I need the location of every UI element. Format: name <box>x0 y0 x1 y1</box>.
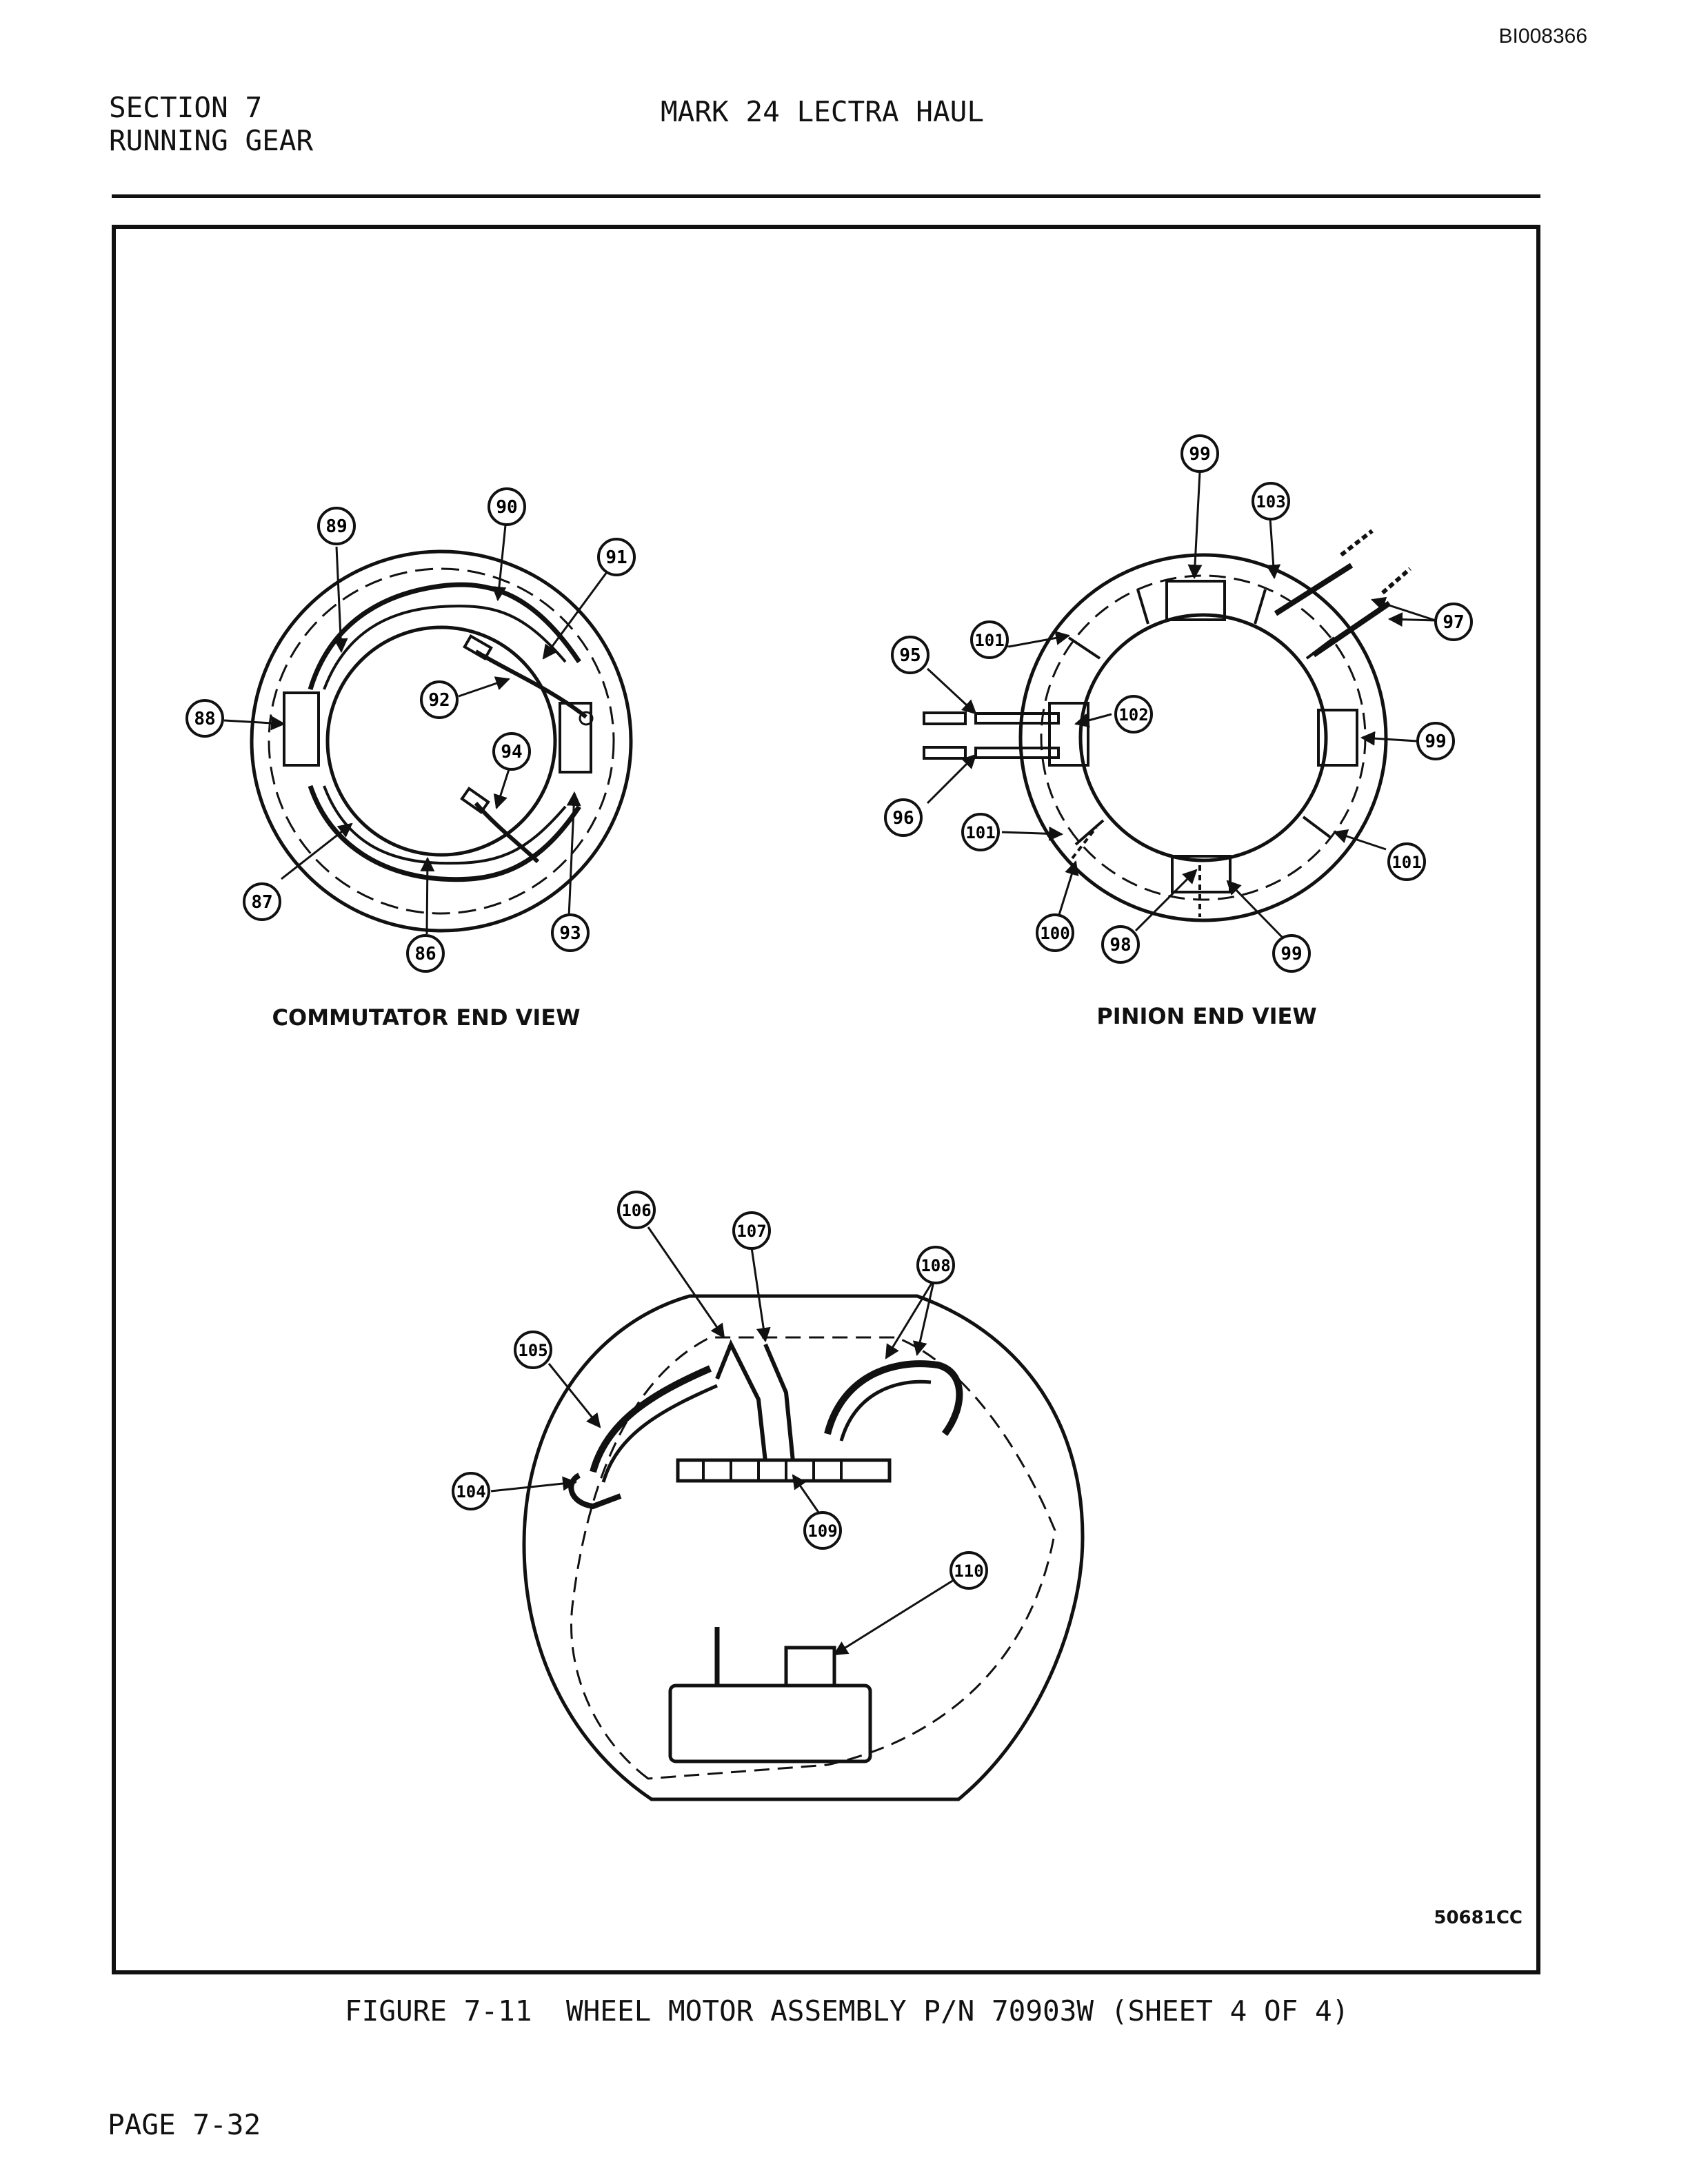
callout-90 <box>489 489 525 525</box>
callout-104 <box>453 1473 489 1509</box>
pinion-inner-ring <box>1081 615 1326 860</box>
callout-97 <box>1436 604 1471 640</box>
svg-text:107: 107 <box>736 1222 767 1241</box>
commutator-left-pole <box>284 693 319 765</box>
svg-text:106: 106 <box>621 1201 652 1220</box>
commutator-right-pole <box>560 703 591 772</box>
svg-text:87: 87 <box>251 892 273 913</box>
assembly-callouts <box>453 1192 987 1588</box>
pinion-segment-dividers <box>1069 589 1334 845</box>
svg-text:109: 109 <box>807 1521 838 1541</box>
callout-86 <box>408 936 443 971</box>
lead-96 <box>976 748 1058 758</box>
callout-95 <box>892 637 928 673</box>
pinion-end-view <box>924 531 1410 920</box>
callout-108 <box>918 1247 954 1283</box>
svg-text:95: 95 <box>899 645 921 666</box>
callout-107 <box>734 1213 770 1248</box>
page-number: PAGE 7-32 <box>108 2108 261 2141</box>
figure-code: 50681CC <box>1434 1908 1523 1928</box>
assembly-leaders <box>491 1227 954 1655</box>
callout-99-top <box>1182 436 1218 472</box>
document-title: MARK 24 LECTRA HAUL <box>661 95 984 128</box>
pin-97-a <box>1276 565 1352 614</box>
svg-text:97: 97 <box>1443 612 1465 633</box>
pin-97-b-tip <box>1383 569 1410 593</box>
connector-95 <box>924 713 965 724</box>
svg-text:100: 100 <box>1040 924 1070 943</box>
pinion-view-label: PINION END VIEW <box>1096 1003 1317 1029</box>
svg-text:105: 105 <box>518 1341 548 1360</box>
pin-97-b <box>1314 603 1389 655</box>
svg-text:99: 99 <box>1189 444 1211 465</box>
svg-text:96: 96 <box>892 808 914 829</box>
callout-101-top <box>972 622 1007 658</box>
callout-102 <box>1116 696 1152 732</box>
callout-93 <box>552 915 588 951</box>
callout-91 <box>599 539 634 575</box>
pinion-dashed-ring <box>1041 576 1365 900</box>
svg-text:102: 102 <box>1118 705 1149 725</box>
svg-text:101: 101 <box>974 631 1005 650</box>
terminal-block-studs <box>703 1460 841 1481</box>
commutator-view-label: COMMUTATOR END VIEW <box>272 1004 581 1031</box>
svg-text:86: 86 <box>414 944 436 964</box>
svg-text:108: 108 <box>921 1256 951 1275</box>
svg-text:98: 98 <box>1109 935 1132 956</box>
svg-text:93: 93 <box>559 923 581 944</box>
callout-103 <box>1253 483 1289 519</box>
svg-text:101: 101 <box>1391 853 1422 872</box>
callout-99-right <box>1418 723 1454 759</box>
callout-101-left <box>963 814 998 850</box>
document-id: BI008366 <box>1498 25 1587 48</box>
callout-110 <box>951 1553 987 1588</box>
lead-106 <box>717 1344 765 1462</box>
svg-text:99: 99 <box>1280 944 1303 964</box>
motor-housing-view <box>524 1296 1083 1799</box>
connector-96 <box>924 747 965 758</box>
callout-105 <box>515 1332 551 1368</box>
svg-text:110: 110 <box>954 1561 984 1581</box>
terminal-block-109 <box>678 1460 890 1481</box>
figure-caption: FIGURE 7-11 WHEEL MOTOR ASSEMBLY P/N 70903W (SHEET 4 OF 4) <box>345 1994 1349 2028</box>
lead-95 <box>976 714 1058 723</box>
housing-outline <box>524 1296 1083 1799</box>
callout-109 <box>805 1513 841 1548</box>
svg-text:89: 89 <box>325 516 348 537</box>
pin-97-a-tip <box>1341 531 1372 555</box>
terminal-92 <box>465 636 491 659</box>
subsection-label: RUNNING GEAR <box>109 124 314 157</box>
svg-text:90: 90 <box>496 497 518 518</box>
terminal-94 <box>462 789 488 812</box>
svg-text:103: 103 <box>1256 492 1286 512</box>
svg-text:99: 99 <box>1425 731 1447 752</box>
component-110-terminal <box>786 1648 834 1686</box>
section-label: SECTION 7 <box>109 91 263 124</box>
callout-87 <box>244 884 280 920</box>
svg-text:92: 92 <box>428 690 450 711</box>
callout-100 <box>1037 915 1073 951</box>
callout-101-right <box>1389 844 1425 880</box>
callout-99-bottom <box>1274 936 1309 971</box>
svg-text:101: 101 <box>965 823 996 842</box>
commutator-callouts <box>187 489 634 971</box>
callout-92 <box>421 682 457 718</box>
callout-88 <box>187 700 223 736</box>
callout-94 <box>494 734 530 769</box>
commutator-outer-ring <box>252 552 631 931</box>
svg-text:104: 104 <box>456 1482 486 1502</box>
svg-text:88: 88 <box>194 709 216 729</box>
callout-98 <box>1103 927 1138 962</box>
callout-89 <box>319 508 354 544</box>
svg-text:91: 91 <box>605 547 627 568</box>
component-110-body <box>670 1686 870 1761</box>
lead-107 <box>765 1344 793 1462</box>
callout-106 <box>619 1192 654 1228</box>
commutator-end-view <box>252 552 631 931</box>
svg-text:94: 94 <box>501 742 523 762</box>
callout-96 <box>885 800 921 836</box>
